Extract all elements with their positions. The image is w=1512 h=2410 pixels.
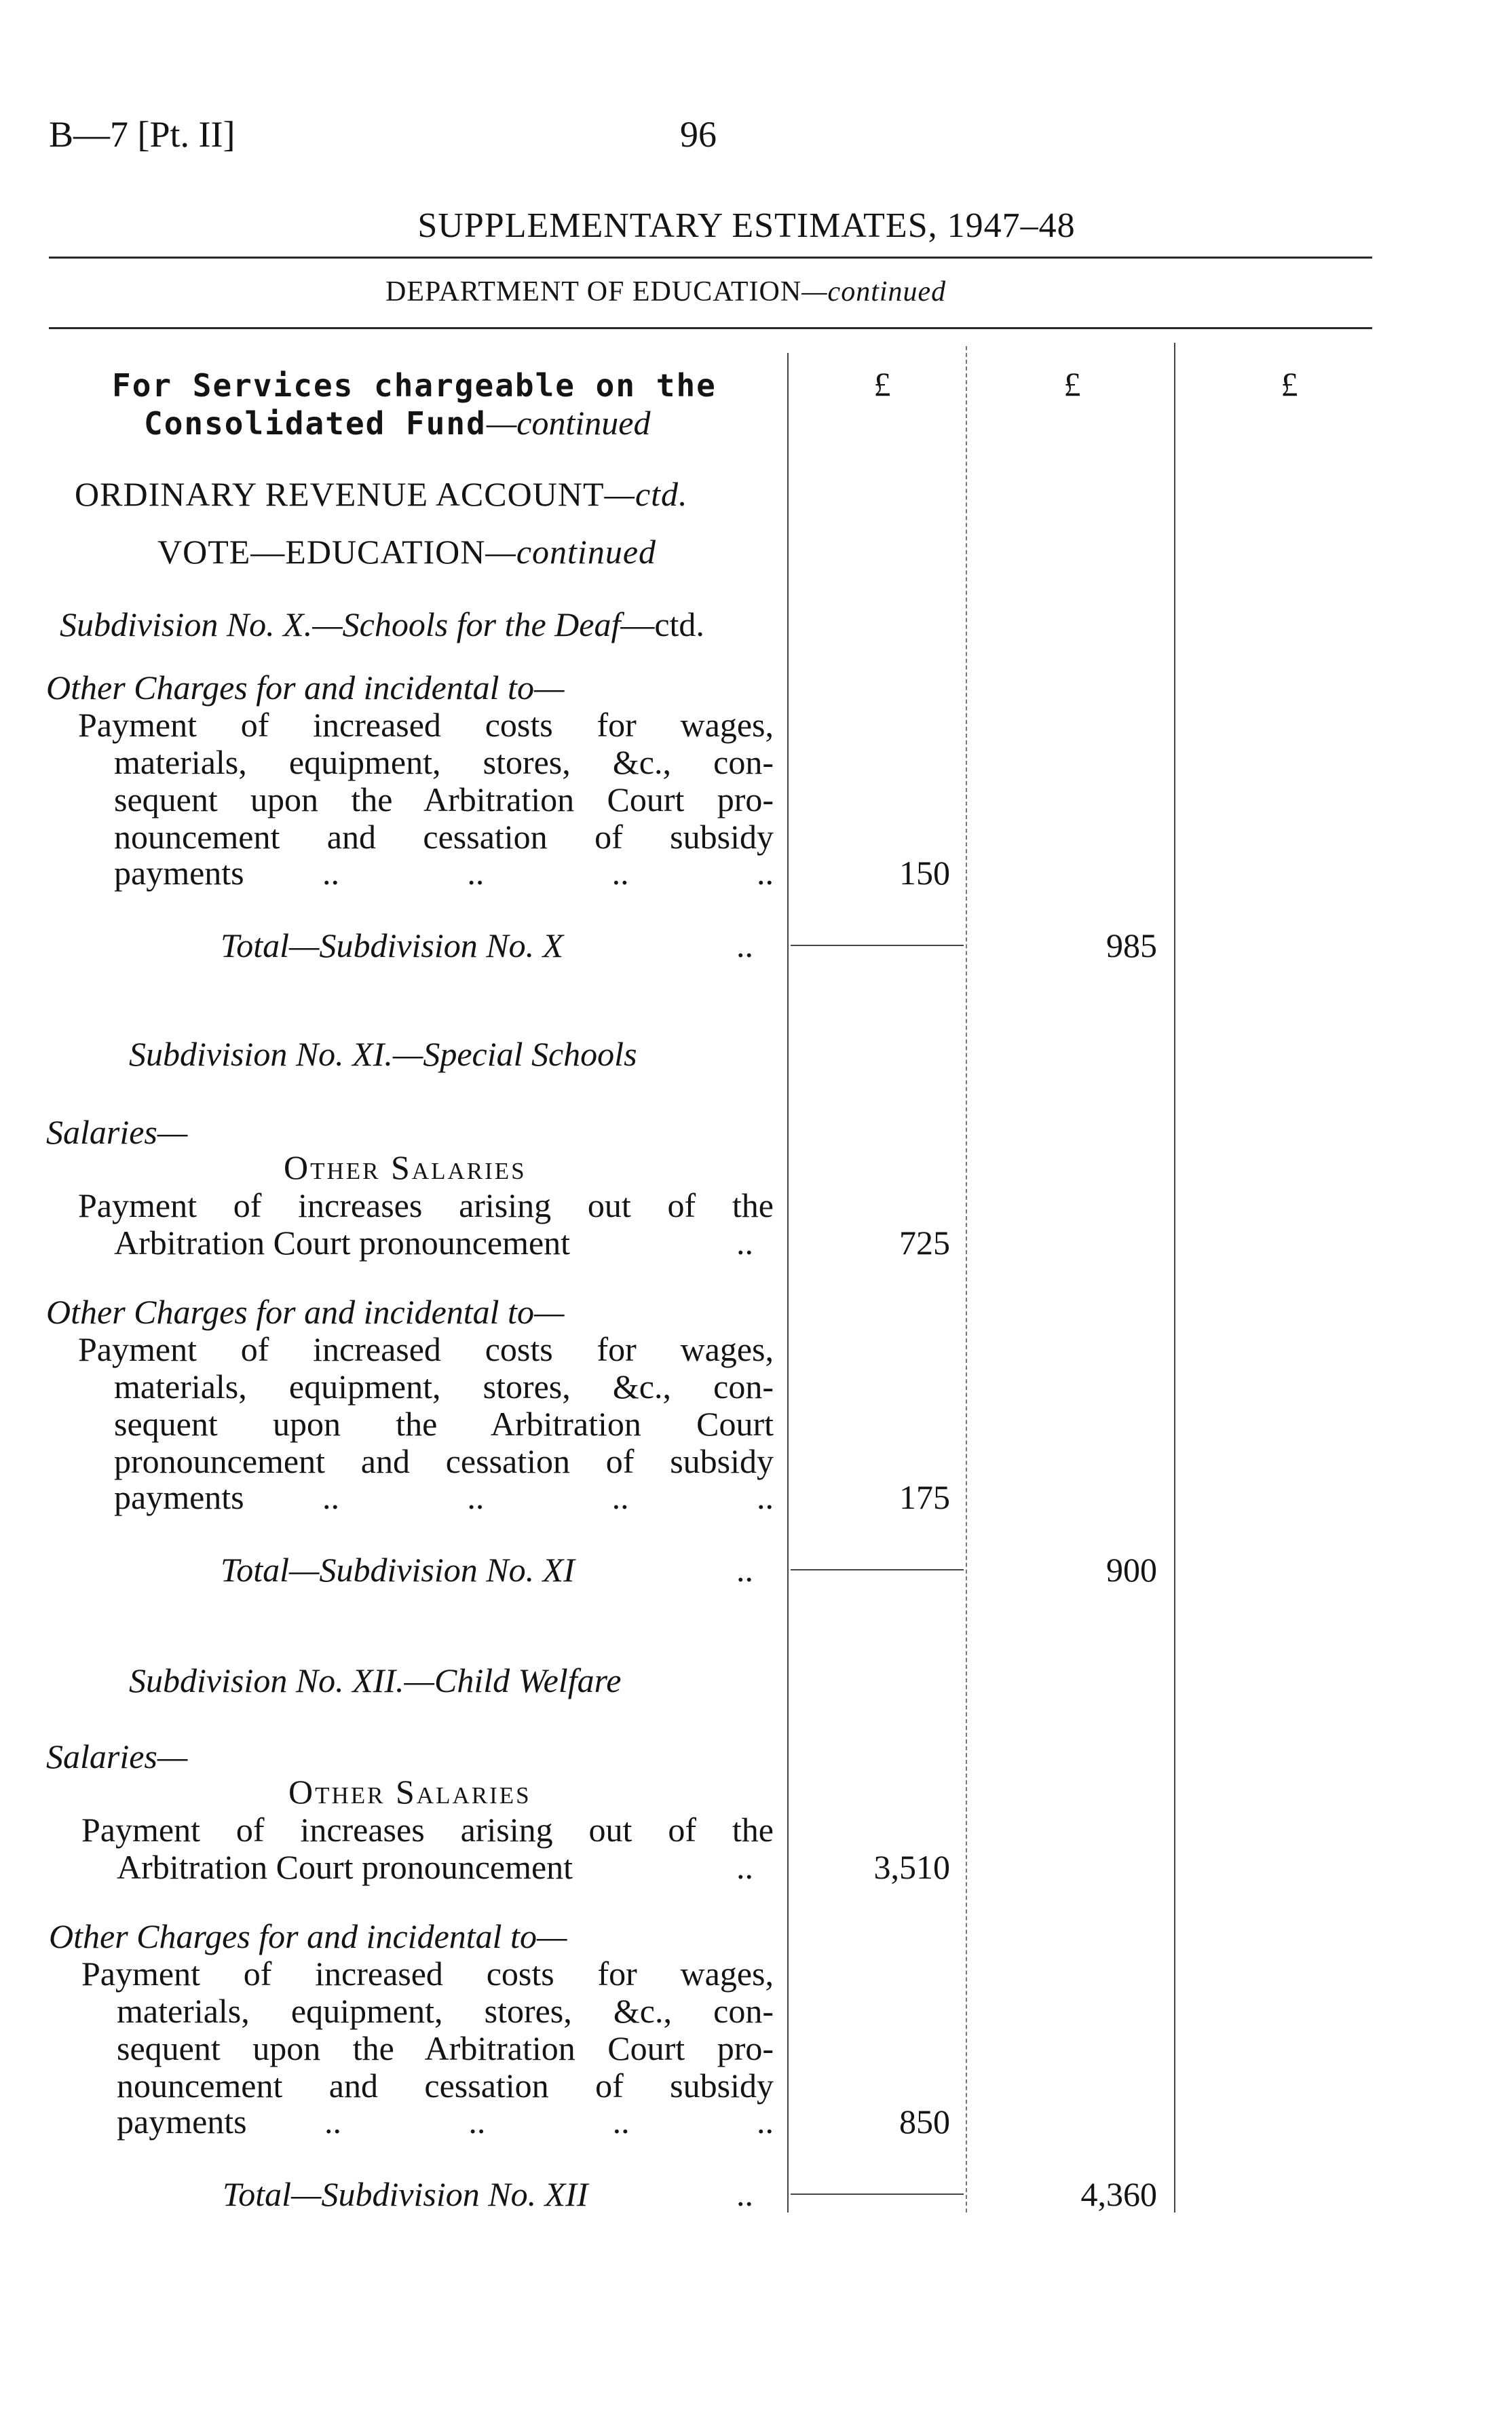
- sub-xii-total-label: Total—Subdivision No. XII: [223, 2175, 588, 2213]
- sub-xi-salary-line-1: Payment of increases arising out of the: [78, 1186, 774, 1224]
- column-divider-2: [966, 346, 967, 2213]
- sub-xi-title: Subdivision No. XI.—Special Schools: [129, 1035, 637, 1073]
- sub-xii-salary-amount: 3,510: [873, 1848, 950, 1886]
- sub-x-line-1: Payment of increased costs for wages,: [78, 706, 774, 744]
- sub-xii-salary-line-1: Payment of increases arising out of the: [81, 1811, 774, 1849]
- column-divider-1: [787, 353, 789, 2213]
- sub-xii-title: Subdivision No. XII.—Child Welfare: [129, 1661, 622, 1699]
- vote-suffix: —continued: [485, 533, 657, 571]
- sub-xii-line-2: materials, equipment, stores, &c., con-: [117, 1992, 774, 2030]
- sub-xii-total: 4,360: [1080, 2175, 1157, 2213]
- sub-x-title: [60, 605, 704, 643]
- sub-xii-other-charges: Other Charges for and incidental to—: [49, 1917, 567, 1955]
- sub-x-title-suffix: —ctd.: [620, 605, 704, 643]
- document-code: B—7 [Pt. II]: [49, 114, 235, 155]
- sub-xi-line-2: materials, equipment, stores, &c., con-: [114, 1368, 774, 1406]
- sub-xi-other-charges: Other Charges for and incidental to—: [46, 1293, 565, 1331]
- sub-x-leaders: .. .. .. ..: [322, 854, 774, 892]
- sub-xi-other-salaries: Other Salaries: [284, 1148, 527, 1186]
- sub-x-amount: 150: [899, 854, 950, 892]
- title-rule: [49, 257, 1372, 259]
- sub-xi-salary-leader: ..: [736, 1224, 753, 1262]
- sub-x-title-text: Subdivision No. X.—Schools for the Deaf: [60, 605, 621, 643]
- account-name: ORDINARY REVENUE ACCOUNT: [75, 475, 605, 513]
- currency-col-1: £: [873, 365, 891, 403]
- sub-x-total-label: Total—Subdivision No. X: [221, 926, 564, 964]
- sub-xi-total-label: Total—Subdivision No. XI: [221, 1551, 575, 1589]
- page-number: 96: [680, 114, 717, 155]
- currency-col-3: £: [1281, 365, 1298, 403]
- sub-xii-salary-leader: ..: [736, 1848, 753, 1886]
- vote-name: VOTE—EDUCATION: [157, 533, 486, 571]
- sub-x-line-3: sequent upon the Arbitration Court pro-: [114, 780, 774, 818]
- services-heading-line2: [144, 404, 650, 443]
- sub-xii-other-salaries: Other Salaries: [288, 1773, 531, 1811]
- sub-xii-line-3: sequent upon the Arbitration Court pro-: [117, 2029, 774, 2067]
- account-heading: [75, 475, 688, 513]
- sub-xi-total: 900: [1106, 1551, 1157, 1589]
- department-rule: [49, 327, 1372, 329]
- sub-xii-total-leader: ..: [736, 2175, 753, 2213]
- sub-xi-total-rule: [791, 1569, 964, 1570]
- sub-x-total-rule: [791, 945, 964, 946]
- sub-x-line-4: nouncement and cessation of subsidy: [114, 818, 774, 856]
- sub-xi-salaries: Salaries—: [46, 1113, 188, 1151]
- sub-xii-line-4: nouncement and cessation of subsidy: [117, 2067, 774, 2105]
- page-title: SUPPLEMENTARY ESTIMATES, 1947–48: [417, 206, 1076, 245]
- account-suffix: —ctd.: [604, 475, 688, 513]
- sub-xi-leaders: .. .. .. ..: [322, 1478, 774, 1516]
- vote-heading: [157, 533, 656, 571]
- consolidated-fund-suffix: —continued: [486, 404, 651, 442]
- sub-xii-salaries: Salaries—: [46, 1737, 188, 1775]
- department-name: DEPARTMENT OF EDUCATION: [385, 276, 802, 307]
- services-heading-line1: For Services chargeable on the: [112, 367, 717, 404]
- sub-xi-salary-amount: 725: [899, 1224, 950, 1262]
- sub-xii-leaders: .. .. .. ..: [324, 2103, 774, 2141]
- sub-xii-line-1: Payment of increased costs for wages,: [81, 1955, 774, 1993]
- sub-xi-line-5: payments: [114, 1478, 244, 1516]
- sub-xi-salary-line-2: Arbitration Court pronouncement: [114, 1224, 571, 1262]
- sub-xii-amount: 850: [899, 2103, 950, 2141]
- sub-xi-line-4: pronouncement and cessation of subsidy: [114, 1442, 774, 1480]
- column-divider-3: [1174, 343, 1175, 2213]
- sub-x-line-5: payments: [114, 854, 244, 892]
- sub-xi-line-1: Payment of increased costs for wages,: [78, 1330, 774, 1368]
- sub-xii-salary-line-2: Arbitration Court pronouncement: [117, 1848, 573, 1886]
- sub-x-total: 985: [1106, 926, 1157, 964]
- sub-xii-total-rule: [791, 2194, 964, 2195]
- department-suffix: —continued: [801, 276, 947, 307]
- sub-x-total-leader: ..: [736, 926, 753, 964]
- department-heading: [385, 273, 946, 311]
- sub-x-line-2: materials, equipment, stores, &c., con-: [114, 743, 774, 781]
- currency-col-2: £: [1063, 365, 1081, 403]
- sub-x-other-charges: Other Charges for and incidental to—: [46, 669, 565, 707]
- sub-xii-line-5: payments: [117, 2103, 247, 2141]
- sub-xi-line-3: sequent upon the Arbitration Court: [114, 1405, 774, 1443]
- sub-xi-total-leader: ..: [736, 1551, 753, 1589]
- sub-xi-amount: 175: [899, 1478, 950, 1516]
- consolidated-fund-label: Consolidated Fund: [144, 405, 487, 442]
